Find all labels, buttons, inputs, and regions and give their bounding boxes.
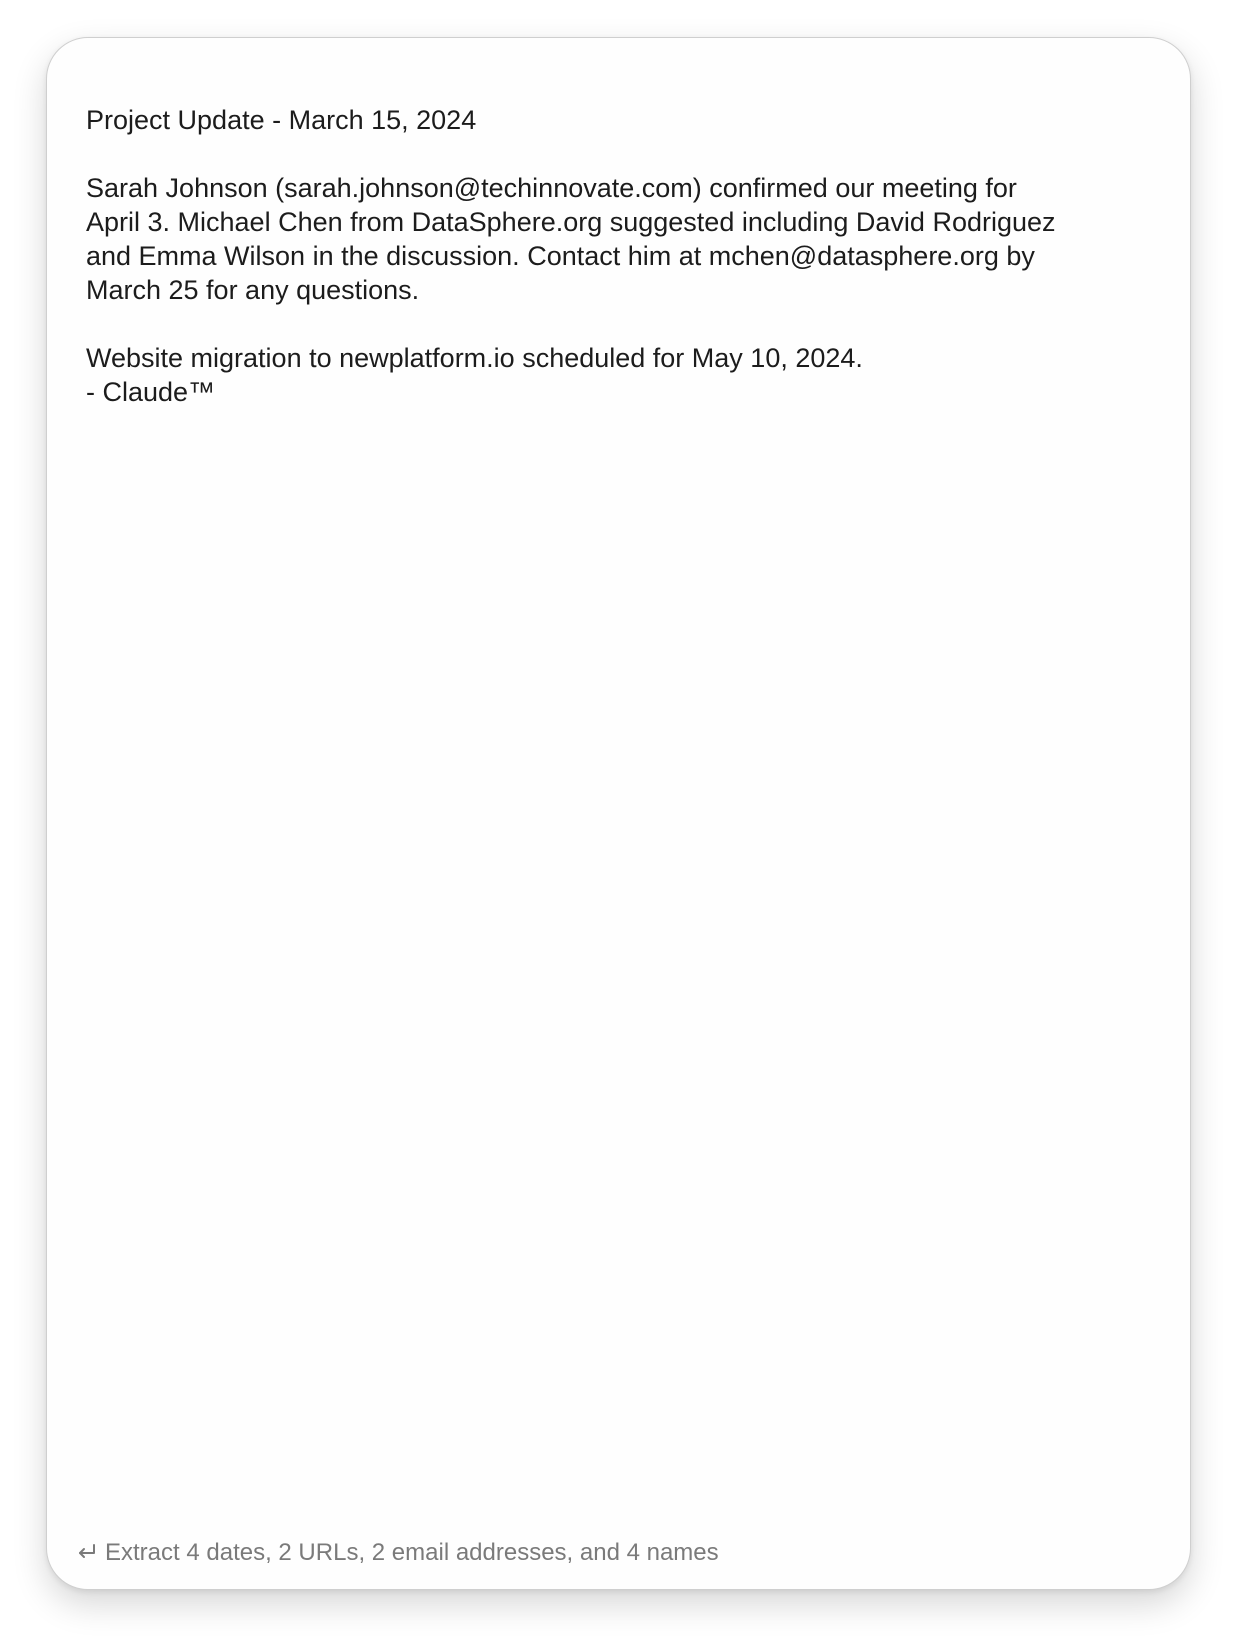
note-line: and Emma Wilson in the discussion. Contact him at mchen@datasphere.org by	[86, 241, 1035, 271]
note-title-text: Project Update - March 15, 2024	[86, 105, 477, 135]
note-line: Website migration to newplatform.io scheduled for May 10, 2024.	[86, 343, 863, 373]
note-paragraph-1	[86, 171, 1156, 307]
note-line: April 3. Michael Chen from DataSphere.org suggested including David Rodriguez	[86, 207, 1056, 237]
note-text-area[interactable]	[86, 103, 1156, 409]
note-window	[46, 37, 1191, 1590]
note-line: Sarah Johnson (sarah.johnson@techinnovate.com) confirmed our meeting for	[86, 173, 1017, 203]
note-line: March 25 for any questions.	[86, 275, 420, 305]
note-paragraph-2	[86, 341, 1156, 409]
note-signature: - Claude™	[86, 377, 216, 407]
prompt-hint-text: Extract 4 dates, 2 URLs, 2 email addresses, and 4 names	[105, 1539, 719, 1566]
return-icon	[73, 1540, 99, 1566]
prompt-hint[interactable]	[73, 1539, 719, 1567]
note-title	[86, 103, 1156, 137]
